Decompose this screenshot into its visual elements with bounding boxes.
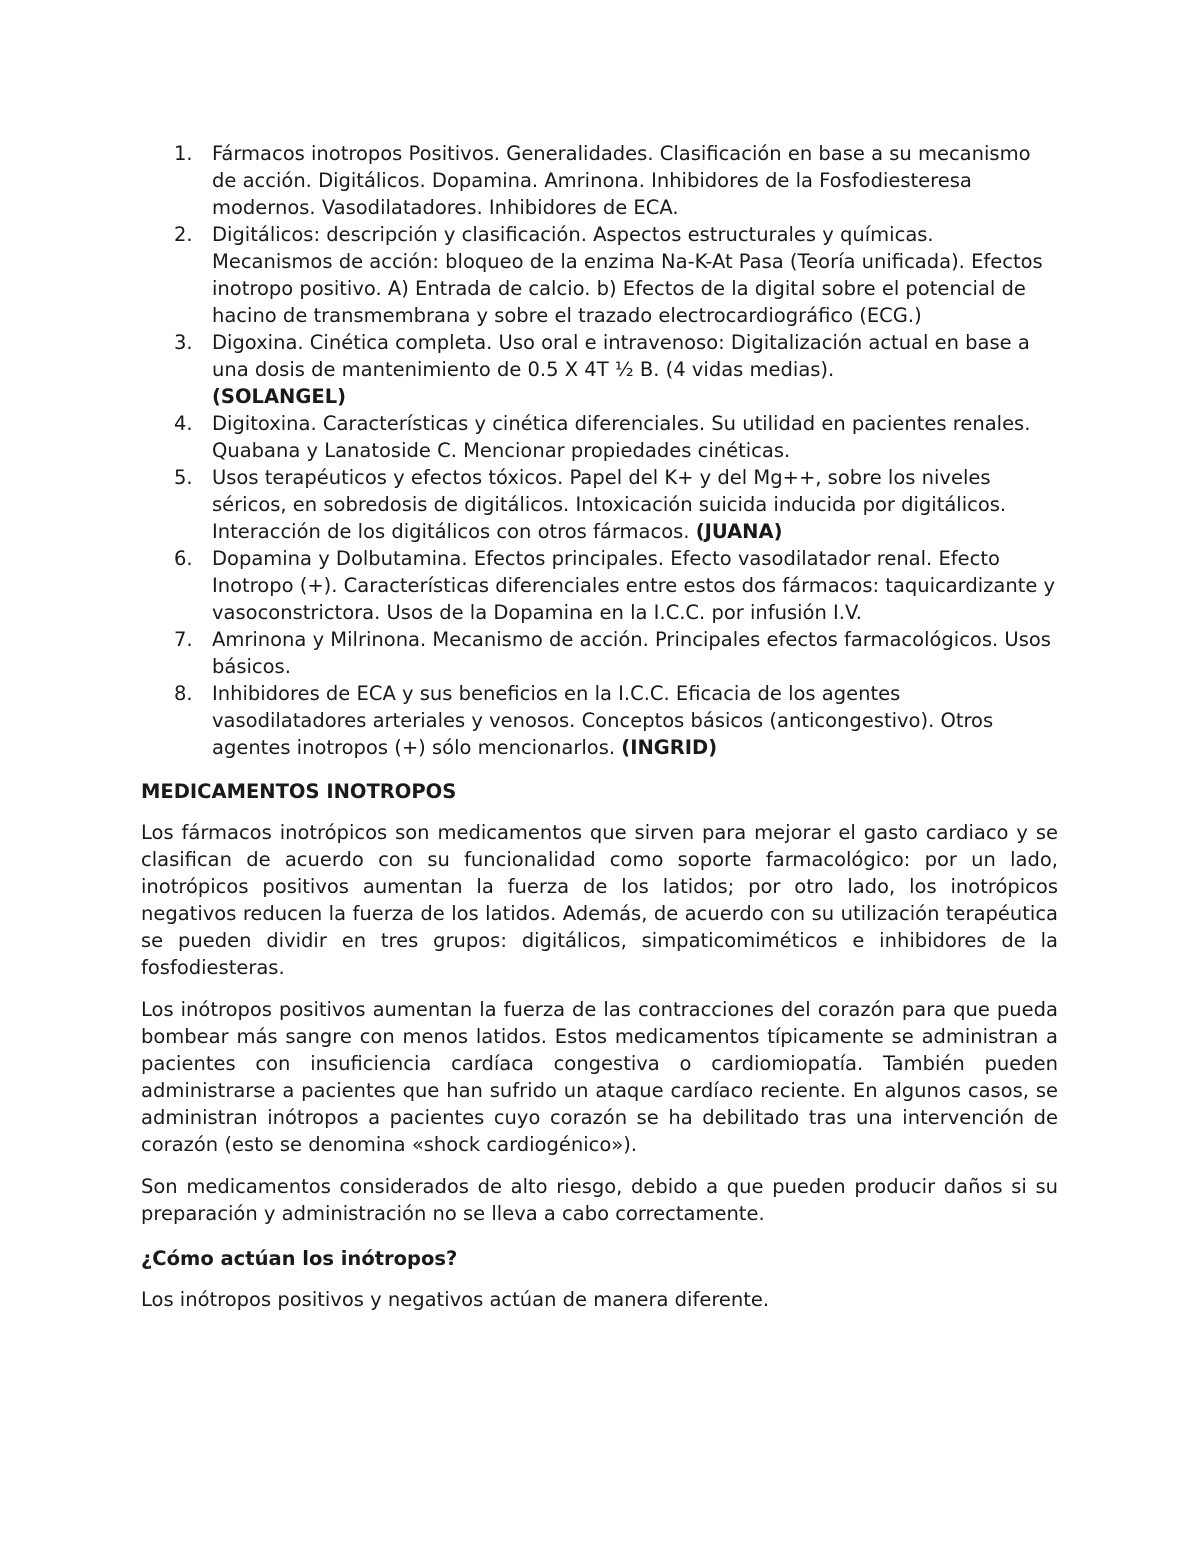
outline-item	[141, 626, 1058, 680]
outline-item-number: 4.	[174, 412, 193, 435]
outline-item-number: 6.	[174, 547, 193, 570]
body-paragraph: Son medicamentos considerados de alto riesgo, debido a que pueden producir daños si su preparación y administración no se lleva a cabo correctamente.	[141, 1175, 1058, 1225]
outline-item-assignee: (INGRID)	[621, 736, 718, 759]
outline-item-assignee: (JUANA)	[695, 520, 783, 543]
outline-item	[141, 329, 1058, 410]
body-paragraph: Los inótropos positivos aumentan la fuerza de las contracciones del corazón para que pueda bombear más sangre con menos latidos. Estos medicamentos típicamente se administran a pacientes con insuficiencia cardíaca congestiva o cardiomiopatía. También pueden administrarse a pacientes que han sufrido un ataque cardíaco reciente. En algunos casos, se administran inótropos a pacientes cuyo corazón se ha debilitado tras una intervención de corazón (esto se denomina «shock cardiogénico»).	[141, 998, 1058, 1156]
outline-item-text: Usos terapéuticos y efectos tóxicos. Papel del K+ y del Mg++, sobre los niveles séricos, en sobredosis de digitálicos. Intoxicación suicida inducida por digitálicos. Interacción de los digitálicos con otros fármacos.	[212, 466, 1007, 543]
outline-item-text: Inhibidores de ECA y sus beneficios en la I.C.C. Eficacia de los agentes vasodilatadores arteriales y venosos. Conceptos básicos (anticongestivo). Otros agentes inotropos (+) sólo mencionarlos.	[212, 682, 994, 759]
outline-item-number: 7.	[174, 628, 193, 651]
body-paragraph: Los fármacos inotrópicos son medicamentos que sirven para mejorar el gasto cardiaco y se clasifican de acuerdo con su funcionalidad como soporte farmacológico: por un lado, inotrópicos positivos aumentan la fuerza de los latidos; por otro lado, los inotrópicos negativos reducen la fuerza de los latidos. Además, de acuerdo con su utilización terapéutica se pueden dividir en tres grupos: digitálicos, simpaticomiméticos e inhibidores de la fosfodiesteras.	[141, 821, 1058, 979]
outline-item-number: 1.	[174, 142, 193, 165]
outline-item-text: Digoxina. Cinética completa. Uso oral e intravenoso: Digitalización actual en base a una dosis de mantenimiento de 0.5 X 4T ½ B. (4 vidas medias).	[212, 331, 1030, 381]
outline-item-number: 8.	[174, 682, 193, 705]
outline-item-number: 5.	[174, 466, 193, 489]
section-heading: MEDICAMENTOS INOTROPOS	[141, 780, 457, 803]
outline-item-text: Amrinona y Milrinona. Mecanismo de acción. Principales efectos farmacológicos. Usos básicos.	[212, 628, 1051, 678]
outline-item	[141, 545, 1058, 626]
topic-outline-list	[141, 140, 1058, 761]
final-paragraph: Los inótropos positivos y negativos actúan de manera diferente.	[141, 1288, 770, 1311]
outline-item-text: Digitoxina. Características y cinética diferenciales. Su utilidad en pacientes renales. Quabana y Lanatoside C. Mencionar propiedades cinéticas.	[212, 412, 1031, 462]
outline-item-assignee: (SOLANGEL)	[212, 385, 347, 408]
question-heading: ¿Cómo actúan los inótropos?	[141, 1247, 458, 1270]
outline-item	[141, 680, 1058, 761]
outline-item	[141, 140, 1058, 221]
outline-item-text: Fármacos inotropos Positivos. Generalidades. Clasificación en base a su mecanismo de acción. Digitálicos. Dopamina. Amrinona. Inhibidores de la Fosfodiesteresa modernos. Vasodilatadores. Inhibidores de ECA.	[212, 142, 1031, 219]
outline-item	[141, 410, 1058, 464]
document-page	[141, 140, 1058, 1328]
outline-item	[141, 464, 1058, 545]
outline-item-number: 3.	[174, 331, 193, 354]
outline-item-text: Digitálicos: descripción y clasificación. Aspectos estructurales y químicas. Mecanismos de acción: bloqueo de la enzima Na-K-At Pasa (Teoría unificada). Efectos inotropo positivo. A) Entrada de calcio. b) Efectos de la digital sobre el potencial de hacino de transmembrana y sobre el trazado electrocardiográfico (ECG.)	[212, 223, 1043, 327]
outline-item	[141, 221, 1058, 329]
outline-item-number: 2.	[174, 223, 193, 246]
outline-item-text: Dopamina y Dolbutamina. Efectos principales. Efecto vasodilatador renal. Efecto Inotropo (+). Características diferenciales entre estos dos fármacos: taquicardizante y vasoconstrictora. Usos de la Dopamina en la I.C.C. por infusión I.V.	[212, 547, 1056, 624]
